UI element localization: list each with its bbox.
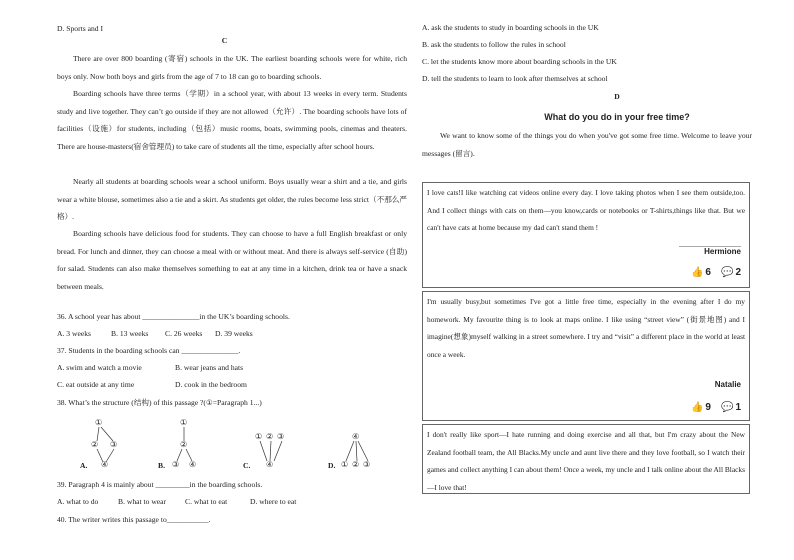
diagram-c-node-1: ① <box>255 432 263 441</box>
message-card-hermione <box>422 182 750 288</box>
q39-option-c: C. what to eat <box>185 497 228 506</box>
diagram-d-node-4: ④ <box>352 432 360 441</box>
thumbs-up-icon: 👍 <box>690 267 704 278</box>
q36-option-d: D. 39 weeks <box>215 329 253 338</box>
diagram-d-node-3: ③ <box>363 460 371 469</box>
q39-option-d: D. where to eat <box>250 497 297 506</box>
diagram-d-node-1: ① <box>341 460 349 469</box>
message-text: I love cats!I like watching cat videos online every day. I love taking photos when I see them outside,too. And I collect things with cats on them—you know,cards or notebooks or T-shirts,things like that. But we can't have cats at home because my dad can't stand them ! <box>427 188 745 232</box>
message-text: I'm usually busy,but sometimes I've got a little free time, especially in the evening after I do my homework. My favourite thing is to look at maps online. I like using “street view” (街景地图) and I imagine(想象)myself walking in a street somewhere. I try and “visit” a different place in the world at least once a week. <box>427 297 745 359</box>
diagram-label-d: D. <box>328 461 336 470</box>
author-name: Natalie <box>714 380 741 389</box>
q39-option-b: B. what to wear <box>118 497 167 506</box>
q37-option-c: C. eat outside at any time <box>57 380 135 389</box>
reactions-bar <box>691 267 741 278</box>
question-39: 39. Paragraph 4 is mainly about _________in the boarding schools. <box>57 480 263 489</box>
comment-bubble-icon: 💬 <box>720 267 734 278</box>
diagram-c-node-3: ③ <box>277 432 285 441</box>
message-text: I don't really like sport—I hate running and doing exercise and all that, but I'm crazy about the New Zealand football team, the All Blacks.My uncle and aunt live there and they love football, so I watch their games and collect anything I can about them! Once a week, my uncle and I talk online about the All Blacks—I love that! <box>427 430 745 492</box>
q36-option-c: C. 26 weeks <box>165 329 203 338</box>
like-count[interactable]: 👍 6 <box>690 267 711 278</box>
q36-option-b: B. 13 weeks <box>111 329 149 338</box>
author-name: Hermione <box>704 247 741 256</box>
diagram-b-node-3: ③ <box>172 460 180 469</box>
q40-option-c: C. let the students know more about boarding schools in the UK <box>422 57 617 66</box>
passage-paragraph-1: There are over 800 boarding (寄宿) schools in the UK. The earliest boarding schools were for white, rich boys only. Now both boys and girls from the age of 7 to 18 can go to boarding schools. <box>57 54 407 81</box>
question-37: 37. Students in the boarding schools can _______________. <box>57 346 241 355</box>
diagram-label-a: A. <box>80 461 88 470</box>
q39-option-a: A. what to do <box>57 497 99 506</box>
diagram-a-node-4: ④ <box>101 460 109 469</box>
question-36: 36. A school year has about _______________in the UK’s boarding schools. <box>57 312 290 321</box>
q37-option-a: A. swim and watch a movie <box>57 363 142 372</box>
diagram-a-node-2: ② <box>91 440 99 449</box>
comment-bubble-icon: 💬 <box>720 402 734 413</box>
diagram-d-node-2: ② <box>352 460 360 469</box>
q37-option-b: B. wear jeans and hats <box>175 363 244 372</box>
q37-option-d: D. cook in the bedroom <box>175 380 247 389</box>
q40-option-a: A. ask the students to study in boarding schools in the UK <box>422 23 599 32</box>
reactions-bar <box>691 402 741 413</box>
diagram-c-node-4: ④ <box>266 460 274 469</box>
comment-count[interactable]: 💬 2 <box>720 267 741 278</box>
message-card-natalie <box>422 291 750 421</box>
diagram-label-c: C. <box>243 461 251 470</box>
forum-intro: We want to know some of the things you do when you've got some free time. Welcome to leave your messages (留言). <box>422 131 752 158</box>
q40-option-d: D. tell the students to learn to look after themselves at school <box>422 74 608 83</box>
q36-option-a: A. 3 weeks <box>57 329 91 338</box>
diagram-a-node-1: ① <box>95 418 103 427</box>
previous-option-d: D. Sports and I <box>57 24 103 33</box>
message-card-3 <box>422 424 750 494</box>
section-heading-d: D <box>614 92 620 101</box>
question-38: 38. What’s the structure (结构) of this passage ?(①=Paragraph 1...) <box>57 398 262 407</box>
comment-count[interactable]: 💬 1 <box>720 402 741 413</box>
q40-option-b: B. ask the students to follow the rules in school <box>422 40 566 49</box>
diagram-a-node-3: ③ <box>110 440 118 449</box>
forum-title: What do you do in your free time? <box>544 112 690 122</box>
thumbs-up-icon: 👍 <box>690 402 704 413</box>
diagram-c-node-2: ② <box>266 432 274 441</box>
passage-paragraph-3: Nearly all students at boarding schools wear a school uniform. Boys usually wear a shirt and a tie, and girls wear a white blouse, sometimes also a tie and a skirt. As students get older, the rules become less strict（不那么严格）. <box>57 177 407 222</box>
like-count[interactable]: 👍 9 <box>690 402 711 413</box>
diagram-label-b: B. <box>158 461 165 470</box>
passage-paragraph-4: Boarding schools have delicious food for students. They can choose to have a full English breakfast or only bread. For lunch and dinner, they can choose a meal with or without meat. And there is always self-service (自助) for salad. Students can also make themselves something to eat at any time in a kitchen, drink tea or have a snack between meals. <box>57 229 407 291</box>
diagram-b-node-2: ② <box>180 440 188 449</box>
passage-paragraph-2: Boarding schools have three terms（学期）in a school year, with about 13 weeks in every term. Students study and live together. They can’t go outside if they are not allowed（允许）. The boarding schools have lots of facilities（设施）for students, including（包括）music rooms, boats, swimming pools, cinemas and theaters. There are house-masters(宿舍管理员) to take care of students all the time, especially after school hours. <box>57 89 407 151</box>
diagram-b-node-4: ④ <box>189 460 197 469</box>
diagram-b-node-1: ① <box>180 418 188 427</box>
question-40: 40. The writer writes this passage to___________. <box>57 515 211 524</box>
section-heading-c: C <box>221 36 228 45</box>
